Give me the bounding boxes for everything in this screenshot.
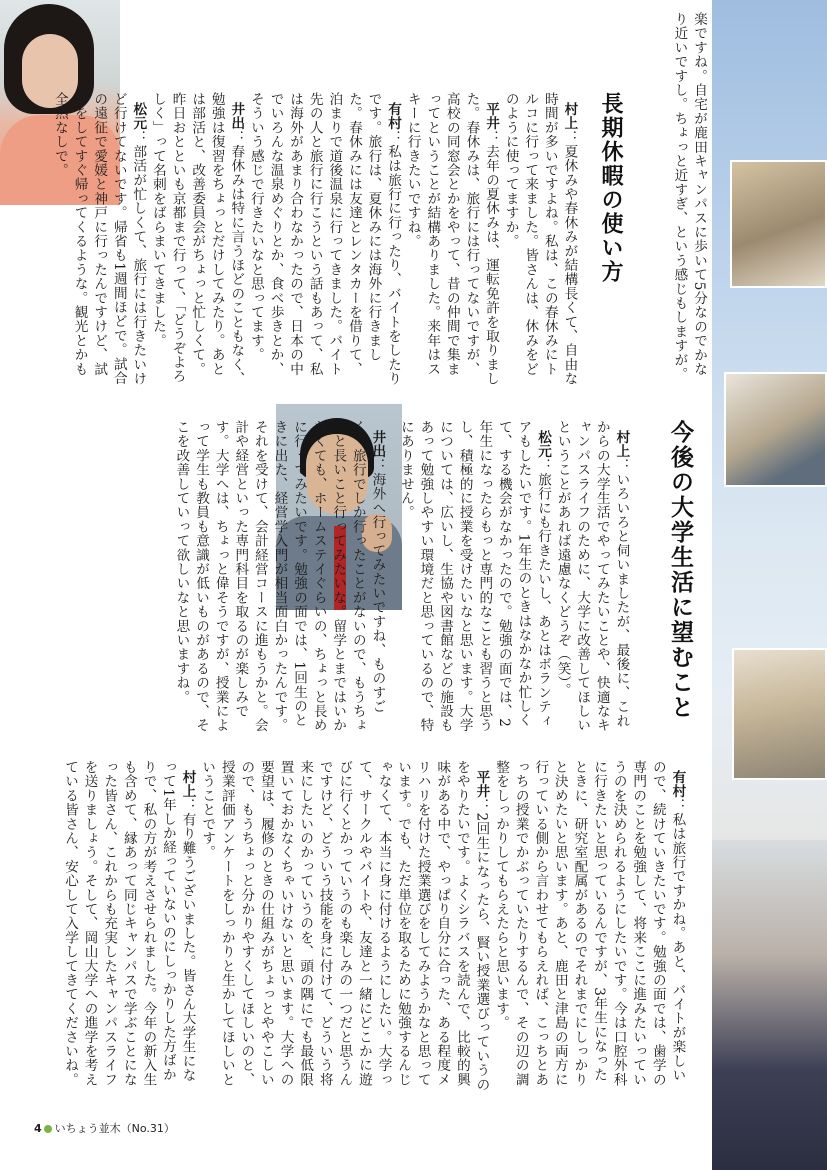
section2-dialogue-middle [397, 420, 650, 738]
heading-future-wishes: 今後の大学生活に望むこと [667, 420, 694, 720]
page-number: 4 [34, 1122, 42, 1135]
dialogue-line: 村上：夏休みや春休みが結構長くて、自由な時間が多いですよね。私は、この春休みにトルコに行って来ました。皆さんは、休みをどのように使ってますか。 [502, 92, 578, 386]
dialogue-line: 平井：去年の夏休みは、運転免許を取りました。春休みは、旅行には行ってないですが、高校の同窓会とかをやって、昔の仲間で集まってということが結構ありました。来年はスキーに行きたいですね。 [404, 92, 500, 386]
lead-paragraph: 楽ですね。自宅が鹿田キャンパスに歩いて5分なのでかなり近いですし。ちょっと近すぎ、という感じもしますが。 [671, 12, 707, 382]
section2-dialogue-wrap [80, 420, 406, 738]
dialogue-line: 松元：部活が忙しくて、旅行には行きたいけど行けてないです。帰省も1週間ほどで。試合の遠征で愛媛と神戸に行ったんですけど、試合をしてすぐ帰ってくるような。観光とかも全然なしで。 [51, 92, 147, 386]
library-photo [730, 160, 827, 288]
bulletin-board-photo [732, 648, 827, 780]
section1-dialogue [51, 92, 598, 390]
students-studying-photo [724, 372, 827, 487]
page-footer [34, 1120, 175, 1136]
dialogue-line: 有村：私は旅行に行ったり、バイトをしたりです。旅行は、夏休みには海外に行きました。春休みには友達とレンタカーを借りて、泊まりで道後温泉に行ってきました。バイト先の人と旅行に行こうという話もあって、私は海外があまり合わなかったので、日本の中でいろんな温泉めぐりとか、食べ歩きとか、そういう感じで行きたいなと思ってます。 [247, 92, 402, 386]
dialogue-line: 井出：海外へ行ってみたいですね、ものすごく。旅行でしか行ったことがないので、もうちょっと長いこと行ってみたいな。留学とまではいかなくても、ホームステイぐらいの、ちょっと長めに行ってみたいです。勉強の面では、1回生のときに出た、経営学入門が相当面白かったんです。それを受けて、会計経営コースに進もうかと。会計や経営といった専門科目を取るのが楽しみです。大学へは、ちょっと偉そうですが、授業によって学生も教員も意識が低いものがあるので、そこを改善していって欲しいなと思いますね。 [173, 420, 386, 733]
section2-dialogue-bottom [62, 760, 706, 1092]
heading-long-vacation: 長期休暇の使い方 [598, 92, 624, 284]
dialogue-line: 松元：旅行にも行きたいし、あとはボランティアもしたいです。1年生のときはなかなか忙しくて、する機会がなかったので。勉強の面では、2年生になったらもっと専門的なことも習うと思うし、積極的に授業を受けたいなと思います。大学については、広いし、生協や図書館などの施設もあって勉強しやすい環境だと思っているので、特にありません。 [397, 420, 552, 733]
publication-name: いちょう並木（No.31） [54, 1122, 175, 1135]
circle-bullet-icon [44, 1125, 52, 1133]
dialogue-line: 有村：私は旅行ですかね。あと、バイトが楽しいので、続けていきたいです。勉強の面では、歯学の専門のことを勉強して、将来ここに進みたいっていうのを決められるようにしたいです。今は口腔外科に行きたいと思っているんですが、3年生になったときに、研究室配属があるのでそれまでにしっかりと決めたいと思います。あと、鹿田と津島の両方に行っている側から言わせてもらえれば、こっちとあっちの授業でかぶっていたりするんで、その辺の調整をしっかりしてもらえたらと思います。 [493, 760, 686, 1087]
dialogue-line: 村上：有り難うございました。皆さん大学生になって1年しか経っていないのにしっかりした方ばかりで、私の方が考えさせられました。今年の新入生も含めて、縁あって同じキャンパスで学ぶことになった皆さん、これからも充実したキャンパスライフを送りましょう。そして、岡山大学への進学を考えている皆さん、安心して入学してきてくださいね。 [62, 760, 196, 1087]
dialogue-line: 井出：春休みは特に言うほどのこともなく、勉強は復習をちょっとだけしてみたり。あとは部活と、改善委員会がちょっと忙しくて。昨日おとといも京都まで行って、「どうぞよろしく」って名刺をばらまいてきました。 [149, 92, 245, 386]
dialogue-line: 村上：いろいろと伺いましたが、最後に、これからの大学生活でやってみたいことや、快適なキャンパスライフのために、大学に改善してほしいということがあれば遠慮なくどうぞ（笑）。 [554, 420, 630, 733]
dialogue-line: 平井：2回生になったら、賢い授業選びっていうのをやりたいです。よくシラバスを読んで、比較的興味がある中で、やっぱり自分に合った、ある程度メリハリを付けた授業選びをしてみようかなと思っています。でも、ただ単位を取るために勉強するんじゃなくて、本当に身に付けるようにしたい。大学って、サークルやバイトや、友達と一緒にどこかに遊びに行くとかっていうのも楽しみの一つだと思うんですけど、どういう技能を身に付けて、どういう将来にしたいのかっていうのを、頭の隅にでも最低限置いておかなくちゃいけないと思います。大学への要望は、履修のときの仕組みがちょっとややこしいので、もうちょっと分かりやすくしてほしいのと、授業評価アンケートをしっかりと生かしてほしいということです。 [199, 760, 490, 1092]
campus-students-photo [712, 840, 827, 1170]
